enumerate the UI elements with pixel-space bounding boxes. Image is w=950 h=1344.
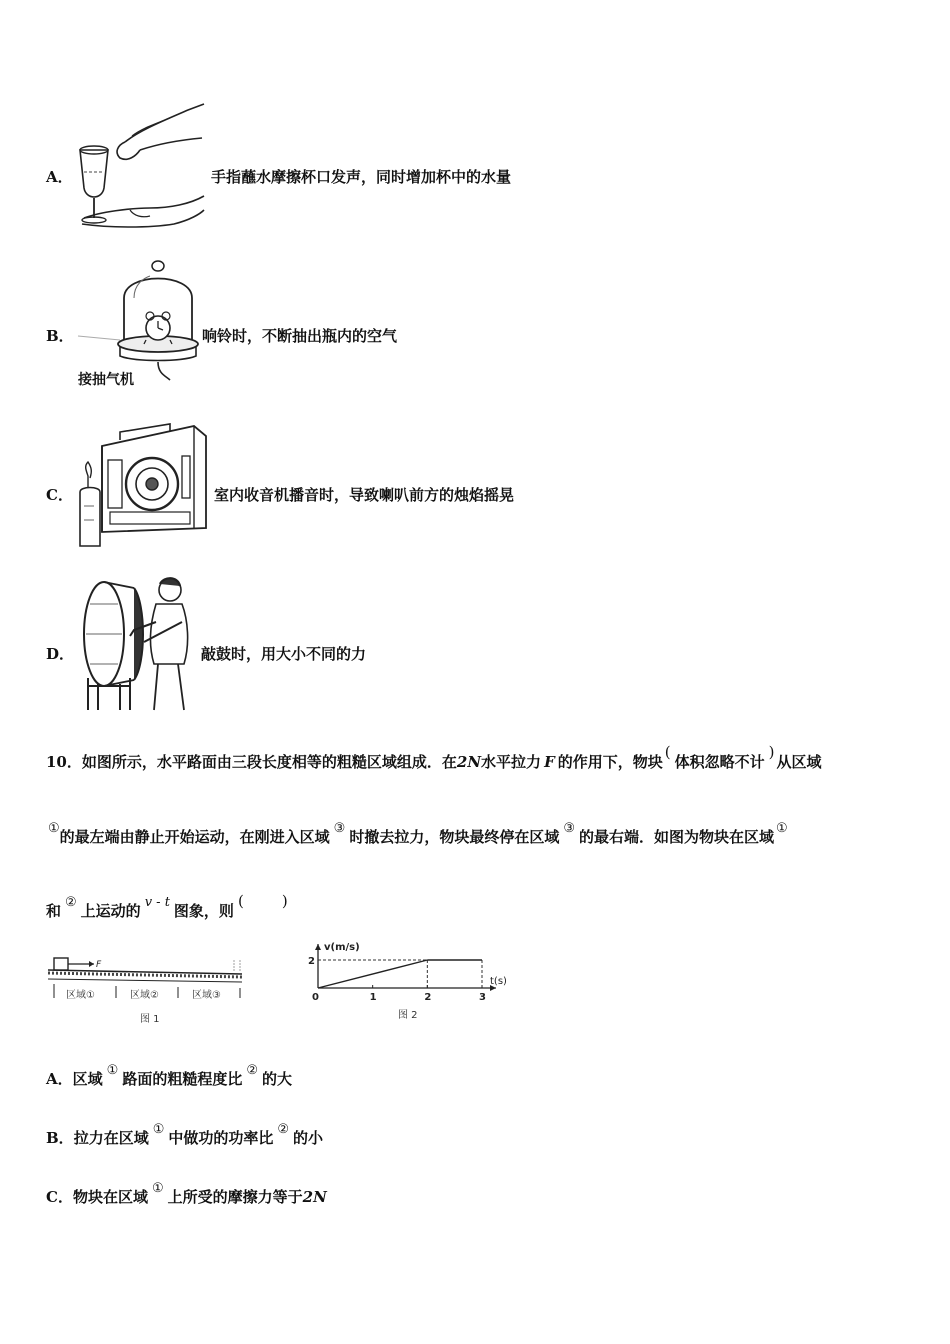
q10-option-a-p2: 路面的粗糙程度比: [122, 1070, 243, 1088]
drum-person-icon: [74, 574, 200, 714]
vt-label: v - t: [144, 895, 170, 910]
option-c-text: 室内收音机播音时，导致喇叭前方的烛焰摇晃: [214, 486, 515, 504]
q10-stem-f: 的最左端由静止开始运动，在刚进入区域: [59, 828, 330, 846]
q10-line-2: [48, 821, 790, 847]
q10-stem-d: 体积忽略不计: [674, 753, 765, 771]
force-label: F: [96, 960, 102, 970]
q10-option-b-p3: 的小: [293, 1129, 324, 1147]
paren-close: ): [768, 743, 775, 761]
region-1-mark-b: ①: [776, 821, 788, 836]
x-tick-label-1: 1: [369, 992, 377, 1003]
y-axis-arrow: [315, 944, 321, 950]
option-a-text: 手指蘸水摩擦杯口发声，同时增加杯中的水量: [211, 168, 512, 186]
force-value: 2: [456, 753, 468, 771]
figure-1-road-diagram: [44, 952, 252, 1028]
origin-label: 0: [312, 992, 319, 1003]
q10-line-3: [46, 892, 288, 921]
q10-option-c-p1: 物块在区域: [72, 1188, 148, 1206]
force-unit: N: [467, 753, 482, 771]
q10-stem-j: 上运动的: [80, 902, 141, 920]
option-d-letter: D．: [46, 645, 75, 663]
q10-option-a-p1: 区域: [72, 1070, 103, 1088]
q10-stem-c: 的作用下，物块: [557, 753, 663, 771]
region-2-label: 区域②: [130, 990, 159, 1001]
region-3-mark: ③: [333, 821, 346, 836]
answer-blank: ( ): [237, 892, 288, 910]
figure-2-vt-chart: [300, 938, 520, 1028]
q10-option-b-c1: ①: [152, 1122, 165, 1137]
q10-option-b-letter: B．: [46, 1129, 74, 1147]
option-b-letter: B．: [46, 327, 74, 345]
q10-line-1: [46, 743, 822, 772]
radio-candle-icon: [74, 416, 212, 550]
series-segment-0: [318, 960, 427, 988]
q10-option-c: [46, 1181, 327, 1207]
region-1-label: 区域①: [66, 990, 95, 1001]
q10-option-b: [46, 1122, 324, 1148]
q10-stem-b: 水平拉力: [481, 753, 542, 771]
figure-2-caption: 图 2: [398, 1010, 418, 1021]
q10-option-c-p2: 上所受的摩擦力等于: [167, 1188, 303, 1206]
q10-stem-k: 图象，则: [173, 902, 234, 920]
force-symbol: F: [544, 753, 555, 771]
q10-stem-e: 从区域: [776, 753, 822, 771]
option-a-letter: A．: [46, 168, 73, 186]
option-c-letter: C．: [46, 486, 73, 504]
x-axis-label: t(s): [490, 976, 507, 987]
figure-1-caption: 图 1: [140, 1014, 160, 1025]
q10-stem-h: 的最右端．如图为物块在区域: [579, 828, 775, 846]
q10-option-a-c2: ②: [246, 1063, 258, 1078]
region-1-mark: ①: [48, 821, 60, 836]
region-3-label: 区域③: [192, 990, 221, 1001]
q10-option-a: [46, 1063, 292, 1089]
q10-option-c-c1: ①: [151, 1181, 164, 1196]
wine-glass-hand-icon: [70, 100, 206, 232]
paren-open: (: [664, 743, 671, 761]
option-d-text: 敲鼓时，用大小不同的力: [201, 645, 367, 663]
q10-stem-i: 和: [46, 902, 62, 920]
y-axis-label: v(m/s): [324, 942, 360, 953]
q10-option-c-unit: N: [313, 1188, 327, 1206]
option-b-text: 响铃时，不断抽出瓶内的空气: [202, 327, 398, 345]
q10-option-b-c2: ②: [277, 1122, 290, 1137]
q10-option-a-c1: ①: [106, 1063, 119, 1078]
vacuum-pump-label: 接抽气机: [78, 372, 134, 388]
q10-stem-a: 10．如图所示，水平路面由三段长度相等的粗糙区域组成．在: [46, 753, 457, 771]
q10-option-a-p3: 的大: [261, 1070, 292, 1088]
region-2-mark: ②: [65, 895, 77, 910]
y-tick-label-2: 2: [308, 956, 315, 967]
q10-option-c-value: 2: [302, 1188, 314, 1206]
x-tick-label-3: 3: [479, 992, 486, 1003]
x-tick-label-2: 2: [424, 992, 432, 1003]
region-3-mark-b: ③: [563, 821, 575, 836]
q10-option-b-p2: 中做功的功率比: [168, 1129, 274, 1147]
q10-option-c-letter: C．: [46, 1188, 73, 1206]
q10-stem-g: 时撤去拉力，物块最终停在区域: [349, 828, 560, 846]
q10-option-b-p1: 拉力在区域: [73, 1129, 149, 1147]
q10-option-a-letter: A．: [46, 1070, 73, 1088]
block: [54, 958, 68, 970]
